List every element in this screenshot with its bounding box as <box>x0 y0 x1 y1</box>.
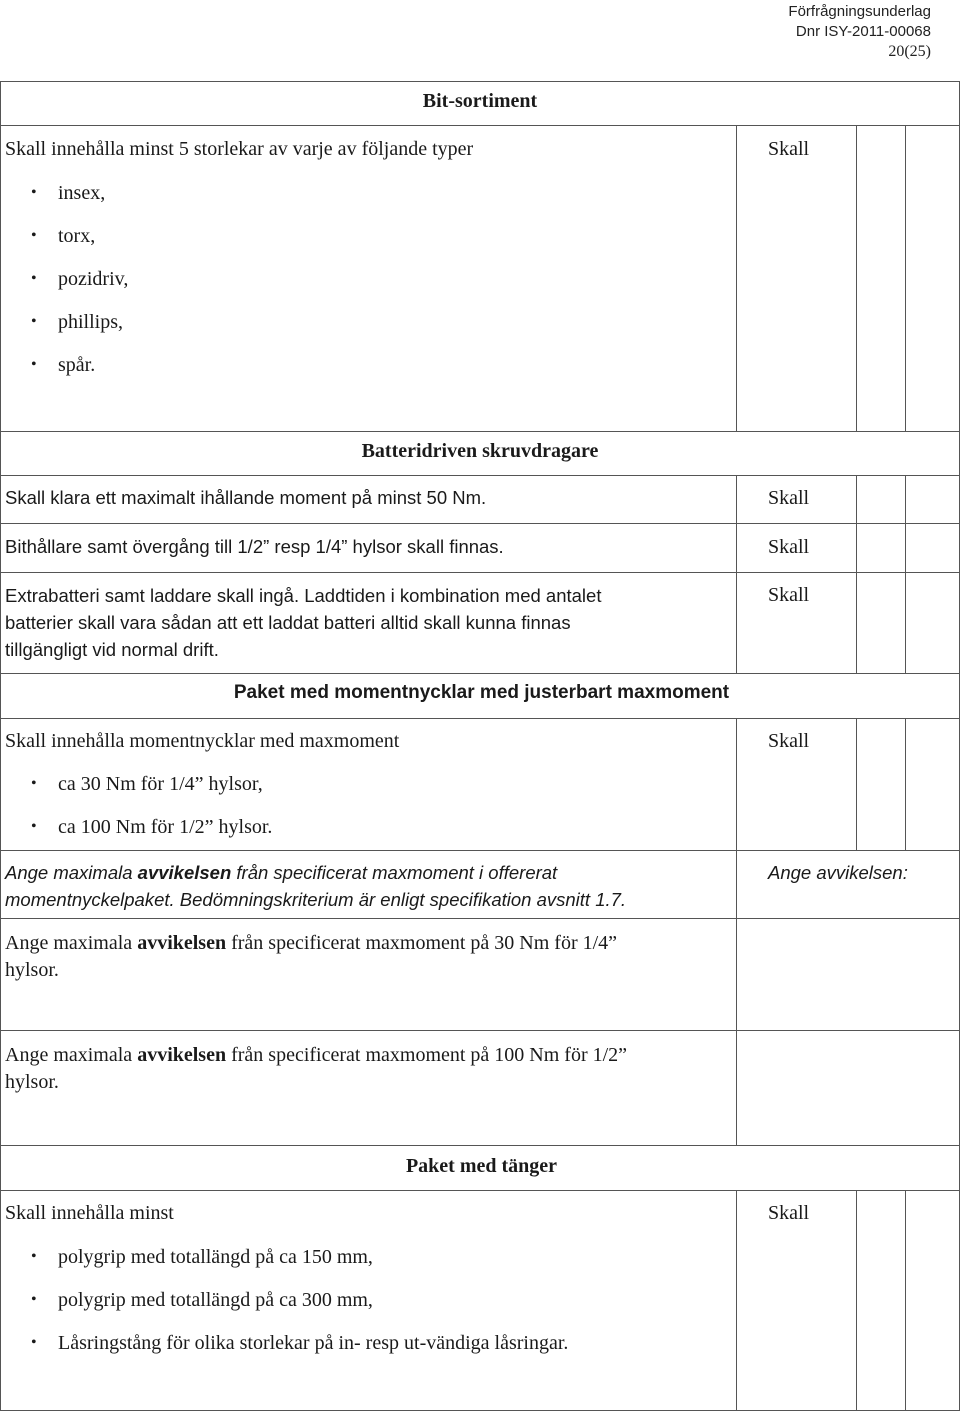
requirement-level: Skall <box>768 138 810 160</box>
list-item: • polygrip med totallängd på ca 150 mm, <box>58 1244 373 1270</box>
torque-deviation-100nm <box>5 1042 627 1096</box>
bit-requirement-text: Skall innehålla minst 5 storlekar av varje av följande typer <box>5 138 474 160</box>
deviation-keyword: avvikelsen <box>137 862 232 883</box>
list-item: • spår. <box>58 352 95 378</box>
header-page-number: 20(25) <box>888 43 931 60</box>
deviation-text: från specificerat maxmoment i offererat <box>231 862 558 883</box>
list-item: • phillips, <box>58 309 123 335</box>
section-heading-pliers: Paket med tänger <box>405 1155 558 1177</box>
battery-requirement-torque: Skall klara ett maximalt ihållande moment på minst 50 Nm. <box>5 487 487 508</box>
question-text: Ange maximala <box>5 1044 138 1066</box>
deviation-answer-label: Ange avvikelsen: <box>768 862 908 883</box>
charger-line: tillgängligt vid normal drift. <box>5 639 219 660</box>
pliers-requirement-text: Skall innehålla minst <box>5 1202 174 1224</box>
question-text: hylsor. <box>5 959 59 981</box>
list-item: • polygrip med totallängd på ca 300 mm, <box>58 1287 373 1313</box>
requirement-level: Skall <box>768 730 810 752</box>
list-item: • Låsringstång för olika storlekar på in- resp ut-vändiga låsringar. <box>58 1330 568 1356</box>
deviation-text: Ange maximala <box>5 862 138 883</box>
header-title: Förfrågningsunderlag <box>788 3 931 20</box>
list-item: • ca 30 Nm för 1/4” hylsor, <box>58 771 263 797</box>
question-keyword: avvikelsen <box>137 1044 227 1066</box>
requirement-level: Skall <box>768 1202 810 1224</box>
question-text: från specificerat maxmoment på 30 Nm för 1/4” <box>226 932 618 954</box>
section-heading-bit-sortiment: Bit-sortiment <box>422 90 538 112</box>
requirement-level: Skall <box>768 536 810 558</box>
deviation-text: momentnyckelpaket. Bedömningskriterium är enligt specifikation avsnitt 1.7. <box>5 889 627 910</box>
document-header <box>788 2 931 62</box>
list-item: • ca 100 Nm för 1/2” hylsor. <box>58 814 272 840</box>
battery-requirement-bitholder: Bithållare samt övergång till 1/2” resp 1/4” hylsor skall finnas. <box>5 536 504 557</box>
list-item: • insex, <box>58 180 105 206</box>
battery-requirement-charger <box>5 582 735 663</box>
question-text: från specificerat maxmoment på 100 Nm för 1/2” <box>226 1044 628 1066</box>
section-heading-torque-wrenches: Paket med momentnycklar med justerbart maxmoment <box>233 682 730 703</box>
charger-line: batterier skall vara sådan att ett laddat batteri alltid skall kunna finnas <box>5 612 571 633</box>
charger-line: Extrabatteri samt laddare skall ingå. Laddtiden i kombination med antalet <box>5 585 602 606</box>
question-text: Ange maximala <box>5 932 138 954</box>
question-text: hylsor. <box>5 1071 59 1093</box>
question-keyword: avvikelsen <box>137 932 227 954</box>
torque-deviation-30nm <box>5 930 617 984</box>
torque-deviation-instruction <box>5 859 735 913</box>
list-item: • pozidriv, <box>58 266 128 292</box>
list-item: • torx, <box>58 223 95 249</box>
requirement-level: Skall <box>768 487 810 509</box>
torque-requirement-text: Skall innehålla momentnycklar med maxmoment <box>5 730 400 752</box>
section-heading-battery-screwdriver: Batteridriven skruvdragare <box>361 440 599 462</box>
header-dnr: Dnr ISY-2011-00068 <box>795 23 931 40</box>
requirement-level: Skall <box>768 584 810 606</box>
